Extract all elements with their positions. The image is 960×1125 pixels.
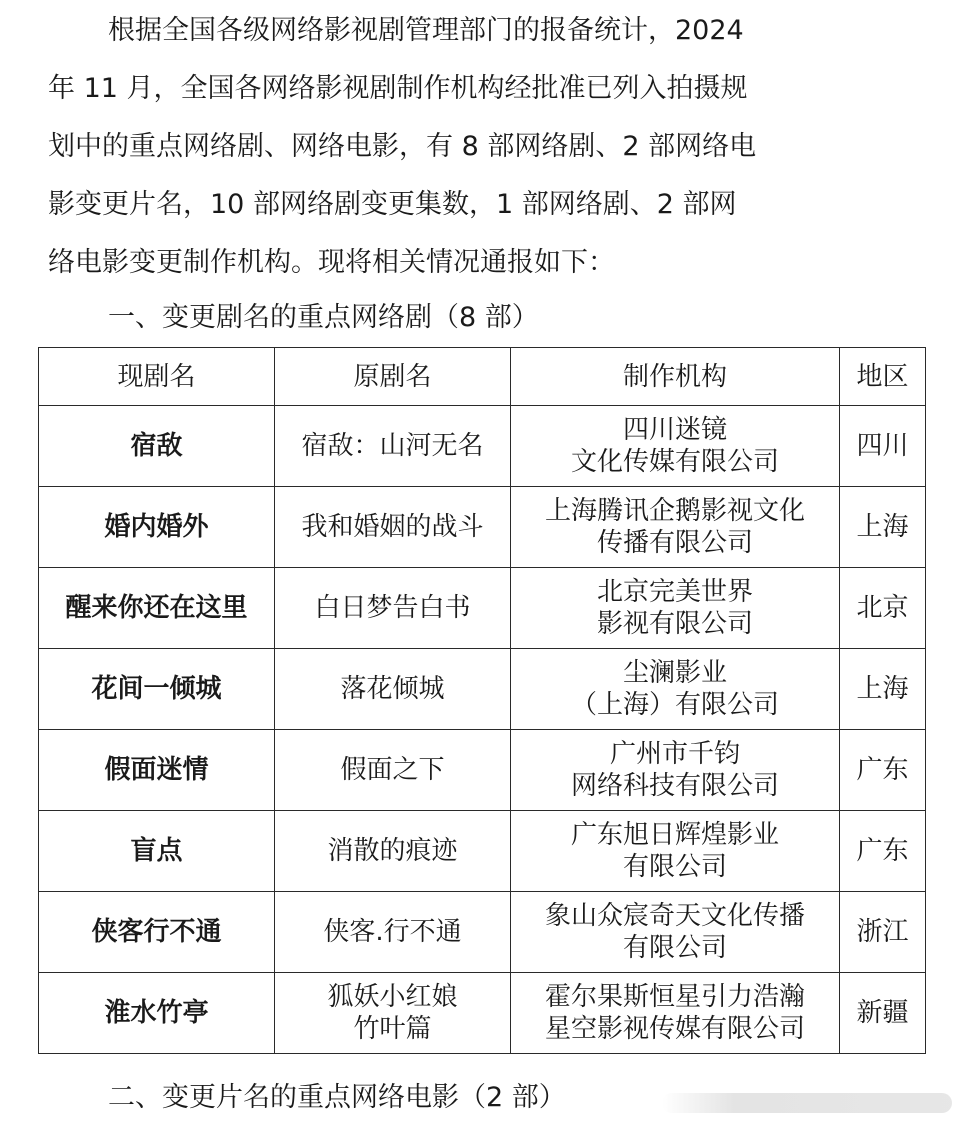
producer-line: 象山众宸奇天文化传播 [544, 901, 805, 931]
table-row [39, 487, 926, 568]
table-row [39, 973, 926, 1054]
producer-cell [511, 649, 840, 730]
original-title-cell [275, 811, 511, 892]
header-region: 地区 [840, 348, 926, 406]
intro-line: 划中的重点网络剧、网络电影，有 8 部网络剧、2 部网络电 [48, 131, 757, 162]
region-cell: 北京 [840, 568, 926, 649]
producer-line: 北京完美世界 [596, 577, 753, 607]
current-title-cell: 盲点 [39, 811, 275, 892]
intro-line: 影变更片名，10 部网络剧变更集数，1 部网络剧、2 部网 [48, 189, 737, 220]
producer-line: 有限公司 [622, 933, 727, 963]
region-cell: 上海 [840, 649, 926, 730]
producer-line: 尘澜影业 [622, 658, 727, 688]
table-row [39, 811, 926, 892]
region-cell: 四川 [840, 406, 926, 487]
producer-line: 广东旭日辉煌影业 [570, 820, 779, 850]
producer-line: 四川迷镜 [622, 415, 727, 445]
intro-paragraph [48, 2, 868, 292]
table-row [39, 406, 926, 487]
producer-cell [511, 487, 840, 568]
producer-cell [511, 406, 840, 487]
original-title-line: 消散的痕迹 [327, 836, 458, 866]
section-heading-series: 一、变更剧名的重点网络剧（8 部） [108, 302, 539, 333]
original-title-cell [275, 730, 511, 811]
producer-line: 有限公司 [622, 852, 727, 882]
table-row [39, 730, 926, 811]
header-original-title: 原剧名 [275, 348, 511, 406]
current-title-cell: 假面迷情 [39, 730, 275, 811]
producer-line: 影视有限公司 [596, 609, 753, 639]
current-title-cell: 淮水竹亭 [39, 973, 275, 1054]
original-title-cell [275, 892, 511, 973]
renamed-series-table [38, 347, 926, 1054]
producer-line: 文化传媒有限公司 [570, 447, 779, 477]
original-title-line: 假面之下 [340, 755, 445, 785]
original-title-cell [275, 568, 511, 649]
current-title-cell: 花间一倾城 [39, 649, 275, 730]
original-title-line: 宿敌：山河无名 [301, 431, 484, 461]
original-title-cell [275, 487, 511, 568]
intro-line: 根据全国各级网络影视剧管理部门的报备统计，2024 [108, 15, 744, 46]
original-title-line: 落花倾城 [340, 674, 445, 704]
current-title-cell: 宿敌 [39, 406, 275, 487]
producer-cell [511, 568, 840, 649]
intro-line: 年 11 月，全国各网络影视剧制作机构经批准已列入拍摄规 [48, 73, 748, 104]
producer-cell [511, 892, 840, 973]
region-cell: 新疆 [840, 973, 926, 1054]
region-cell: 上海 [840, 487, 926, 568]
region-cell: 浙江 [840, 892, 926, 973]
table-row [39, 892, 926, 973]
original-title-line: 竹叶篇 [353, 1014, 432, 1044]
producer-cell [511, 811, 840, 892]
original-title-line: 侠客.行不通 [323, 917, 462, 947]
table-row [39, 649, 926, 730]
producer-line: 霍尔果斯恒星引力浩瀚 [544, 982, 805, 1012]
header-producer: 制作机构 [511, 348, 840, 406]
original-title-line: 狐妖小红娘 [327, 982, 458, 1012]
table-header-row [39, 348, 926, 406]
producer-cell [511, 973, 840, 1054]
original-title-cell [275, 649, 511, 730]
table-body [39, 406, 926, 1054]
header-current-title: 现剧名 [39, 348, 275, 406]
producer-cell [511, 730, 840, 811]
producer-line: （上海）有限公司 [570, 690, 779, 720]
producer-line: 星空影视传媒有限公司 [544, 1014, 805, 1044]
current-title-cell: 侠客行不通 [39, 892, 275, 973]
original-title-cell [275, 973, 511, 1054]
producer-line: 广州市千钧 [609, 739, 740, 769]
producer-line: 网络科技有限公司 [570, 771, 779, 801]
region-cell: 广东 [840, 811, 926, 892]
table-row [39, 568, 926, 649]
region-cell: 广东 [840, 730, 926, 811]
blurred-watermark [662, 1093, 952, 1113]
original-title-line: 白日梦告白书 [314, 593, 471, 623]
section-heading-films: 二、变更片名的重点网络电影（2 部） [108, 1082, 566, 1113]
producer-line: 上海腾讯企鹅影视文化 [544, 496, 805, 526]
producer-line: 传播有限公司 [596, 528, 753, 558]
current-title-cell: 醒来你还在这里 [39, 568, 275, 649]
original-title-cell [275, 406, 511, 487]
current-title-cell: 婚内婚外 [39, 487, 275, 568]
original-title-line: 我和婚姻的战斗 [301, 512, 484, 542]
intro-line: 络电影变更制作机构。现将相关情况通报如下： [48, 247, 615, 278]
